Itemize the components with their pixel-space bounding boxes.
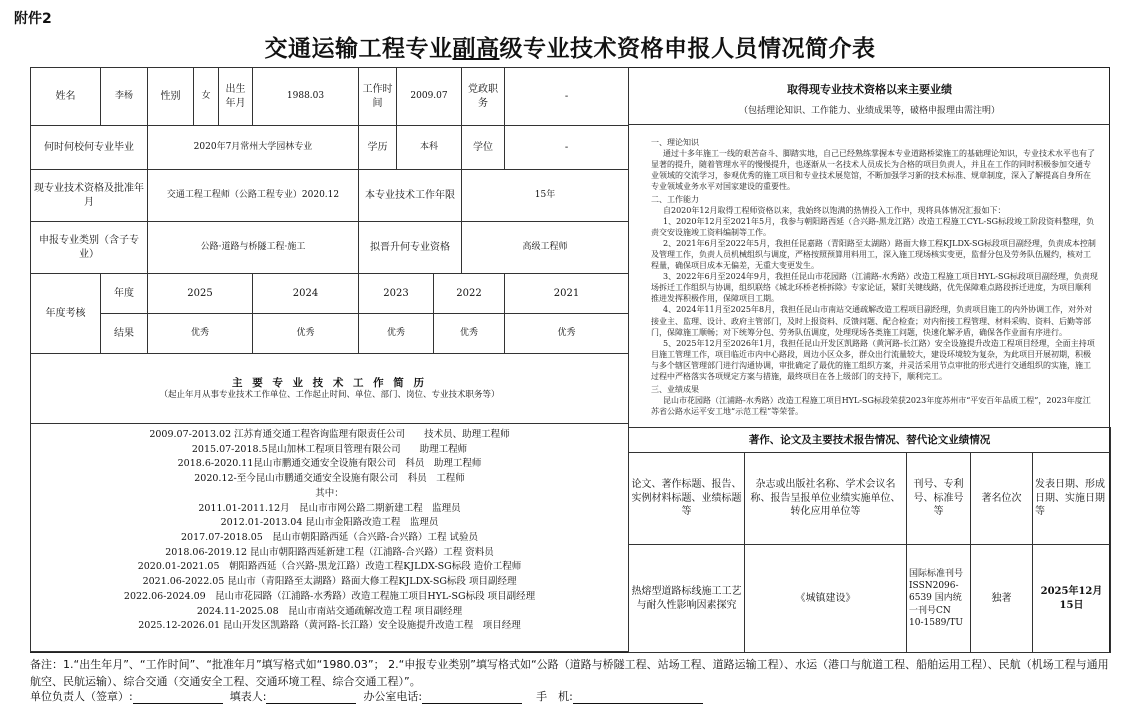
achievement-paragraph: 通过十多年施工一线的艰苦奋斗、脚踏实地，自己已经熟练掌握本专业道路桥梁施工的基础理论知识，专业技术水平也有了显著的提升，随着管理水平的慢慢提升，也逐渐从一名技术人员成长为合格的项目负责人，并且在工作的同时积极参加交通专业领域的交流学习，参观优秀的施工项目和专业技术展览馆，不断加强学习新的技术标准、规章制度，深入了解提高自身所在专业领域业务水平对国家建设的重要性。 [651,149,1095,192]
resume-line: 2018.6-2020.11昆山市鹏通交通安全设施有限公司 科员 助理工程师 [177,458,482,470]
achievement-section-heading: 三、业绩成果 [651,384,699,394]
paper-date: 2025年12月15日 [1033,545,1111,653]
resume-line: 2015.07-2018.5昆山加林工程项目管理有限公司 助理工程师 [191,443,468,455]
assess-result-1: 优秀 [253,314,359,354]
resume-line: 2012.01-2013.04 昆山市金阳路改造工程 监理员 [220,517,439,529]
resume-title: 主 要 专 业 技 术 工 作 简 历 [232,376,427,389]
paper-rank: 独著 [971,545,1033,653]
apply-category-value: 公路·道路与桥隧工程·施工 [148,222,359,274]
assess-year-4: 2021 [505,274,629,314]
unit-head-field[interactable] [133,691,223,704]
resume-subtitle: （起止年月从事专业技术工作单位、工作起止时间、单位、部门、岗位、专业技术职务等） [159,389,500,400]
basic-info-table [30,67,629,652]
work-time-value: 2009.07 [397,68,462,126]
papers-col-issn: 刊号、专利号、标准号等 [907,453,971,545]
filler-field[interactable] [266,691,356,704]
school-label: 何时何校何专业毕业 [31,126,148,170]
resume-line: 2020.01-2021.05 朝阳路西延（合兴路-黑龙江路）改造工程KJLDX-SG标段 造价工程师 [137,561,522,573]
resume-line: 2017.07-2018.05 昆山市朝阳路西延（合兴路-合兴路）工程 试验员 [181,532,479,544]
page-title: 交通运输工程专业副高级专业技术资格申报人员情况简介表 [264,35,876,62]
resume-line: 2009.07-2013.02 江苏育通交通工程咨询监理有限责任公司 技术员、助理工程师 [149,429,510,440]
apply-category-label: 申报专业类别（含子专业） [31,222,148,274]
filler-label: 填表人: [229,690,267,703]
achievement-paragraph: 昆山市花园路（江浦路-水秀路）改造工程施工项目HYL-SG标段荣获2023年度苏州市“平安百年品质工程”，2023年度江苏省公路水运平安工地“示范工程”等荣誉。 [651,395,1091,416]
qualification-value: 交通工程工程师（公路工程专业）2020.12 [148,170,359,222]
assess-result-2: 优秀 [359,314,434,354]
achievement-paragraph: 2、2021年6月至2022年5月，我担任昆嘉路（青阳路至太湖路）路面大修工程KJLDX-SG标段项目副经理，负责成本控制及管理工作，负责人员机械组织与调度，严格按照预算用料用工，深入施工现场核实变更，监督分包及劳务队伍履约，核对工程量，确保项目成本无偏差，无重大变更发生。 [651,239,1096,271]
degree-value: - [505,126,629,170]
assess-result-0: 优秀 [148,314,253,354]
mobile-label: 手 机: [536,690,573,703]
paper-title: 热熔型道路标线施工工艺与耐久性影响因素探究 [629,545,745,653]
gender-value: 女 [194,68,219,126]
qualification-label: 现专业技术资格及批准年月 [31,170,148,222]
resume-line: 2024.11-2025.08 昆山市南站交通疏解改造工程 项目副经理 [196,605,463,617]
assess-label: 年度考核 [31,274,101,354]
birth-value: 1988.03 [253,68,359,126]
birth-label: 出生年月 [219,68,253,126]
unit-head-label: 单位负责人（签章）: [30,690,133,703]
work-time-label: 工作时间 [359,68,397,126]
assess-result-label: 结果 [101,314,148,354]
achievement-paragraph: 3、2022年6月至2024年9月，我担任昆山市花园路（江浦路-水秀路）改造工程施工项目HYL-SG标段项目副经理，负责现场拆迁工作组织与协调，组织联络《城北环桥老桥拆除》专家论证，紧盯关键线路，优先保障难点路段拆迁进度，为项目顺利推进发挥积极作用，保障项目工期。 [651,272,1098,304]
phone-label: 办公室电话: [363,690,423,703]
papers-col-date: 发表日期、形成日期、实施日期等 [1033,453,1111,545]
work-years-label: 本专业技术工作年限 [359,170,462,222]
work-years-value: 15年 [462,170,629,222]
school-value: 2020年7月常州大学园林专业 [148,126,359,170]
achievement-section-heading: 一、理论知识 [651,138,699,147]
assess-result-3: 优秀 [434,314,505,354]
signature-line [30,688,703,704]
phone-field[interactable] [422,691,522,704]
papers-col-journal: 杂志或出版社名称、学术会议名称、报告呈报单位业绩实施单位、转化应用单位等 [745,453,907,545]
edu-value: 本科 [397,126,462,170]
edu-label: 学历 [359,126,397,170]
target-value: 高级工程师 [462,222,629,274]
assess-year-0: 2025 [148,274,253,314]
achievement-paragraph: 5、2025年12月至2026年1月，我担任昆山开发区凯路路（黄河路-长江路）安全设施提升改造工程项目经理，全面主持项目施工管理工作，项目临近市内中心路段，周边小区众多，群众出行流量较大，建设环境较为复杂，为此项目开展初期，积极与多个辖区管理部门进行沟通协调，审批确定了最优的施工组织方案，并灵活采用节点审批的形式进行交通组织的实施，施工过程中严格落实各项规定方案与措施，最终项目在各上级部门的支持下，顺利完工。 [651,338,1095,381]
degree-label: 学位 [462,126,505,170]
assess-year-2: 2023 [359,274,434,314]
target-label: 拟晋升何专业资格 [359,222,462,274]
assess-year-1: 2024 [253,274,359,314]
resume-line: 其中： [315,487,344,499]
mobile-field[interactable] [573,691,703,704]
resume-line: 2011.01-2011.12月 昆山市市网公路二期新建工程 监理员 [198,502,461,514]
papers-title: 著作、论文及主要技术报告情况、替代论文业绩情况 [629,428,1111,453]
assess-result-4: 优秀 [505,314,629,354]
papers-col-rank: 著名位次 [971,453,1033,545]
assess-year-3: 2022 [434,274,505,314]
resume-body [31,424,629,652]
assess-year-label: 年度 [101,274,148,314]
resume-line: 2022.06-2024.09 昆山市花园路（江浦路-水秀路）改造工程施工项目HYL-SG标段 项目副经理 [123,590,536,602]
resume-line: 2025.12-2026.01 昆山开发区凯路路（黄河路-长江路）安全设施提升改造工程 项目经理 [138,620,521,632]
party-label: 党政职务 [462,68,505,126]
achievements-panel [628,67,1110,427]
achievement-paragraph: 自2020年12月取得工程师资格以来，我始终以饱满的热情投入工作中，现将具体情况汇报如下： [663,206,1006,216]
paper-issn: 国际标准刊号 ISSN2096-6539 国内统一刊号CN 10-1589/TU [907,545,971,653]
footnote: 备注：1.“出生年月”、“工作时间”、“批准年月”填写格式如“1980.03”； 2.“申报专业类别”填写格式如“公路（道路与桥隧工程、站场工程、道路运输工程）、水运（港口与航道工程、船舶运用工程）、民航（机场工程与通用航空、民航运输）、综合交通（交通安全工程、交通环境工程、综合交通工程）”。 [30,658,1109,689]
paper-journal: 《城镇建设》 [745,545,907,653]
name-label: 姓名 [31,68,101,126]
achievements-subtitle: （包括理论知识、工作能力、业绩成果等，破格申报理由需注明） [738,106,1000,116]
resume-line: 2021.06-2022.05 昆山市（青阳路至太湖路）路面大修工程KJLDX-SG标段 项目副经理 [142,576,517,588]
papers-col-title: 论文、著作标题、报告、实例材料标题、业绩标题等 [629,453,745,545]
resume-line: 2020.12-至今昆山市鹏通交通安全设施有限公司 科员 工程师 [194,473,465,485]
achievements-body [629,125,1110,421]
resume-line: 2018.06-2019.12 昆山市朝阳路西延新建工程（江浦路-合兴路）工程 资料员 [165,546,494,558]
resume-header [31,354,629,424]
achievement-paragraph: 4、2024年11月至2025年8月，我担任昆山市南站交通疏解改造工程项目副经理，负责项目施工的内外协调工作，对外对接业主、监理、设计、政府主管部门，及时上报资料、反馈问题、配合检查；对内衔接工程管理、材料采购、资料、后勤等部门，保障施工顺畅；对下统筹分包、劳务队伍调度，处理现场各类施工问题，快速化解矛盾，确保各作业面有序进行。 [651,305,1093,337]
achievement-section-heading: 二、工作能力 [651,195,699,205]
achievements-title: 取得现专业技术资格以来主要业绩 [787,83,952,96]
gender-label: 性别 [148,68,194,126]
achievements-header [629,67,1110,125]
attachment-label: 附件2 [14,11,52,27]
name-value: 李杨 [101,68,148,126]
party-value: - [505,68,629,126]
achievement-paragraph: 1、2020年12月至2021年5月，我参与朝阳路西延（合兴路-黑龙江路）改造工程施工CYL-SG标段竣工阶段资料整理，负责交安设施竣工资料编制等工作。 [651,217,1095,238]
papers-table [628,427,1111,653]
